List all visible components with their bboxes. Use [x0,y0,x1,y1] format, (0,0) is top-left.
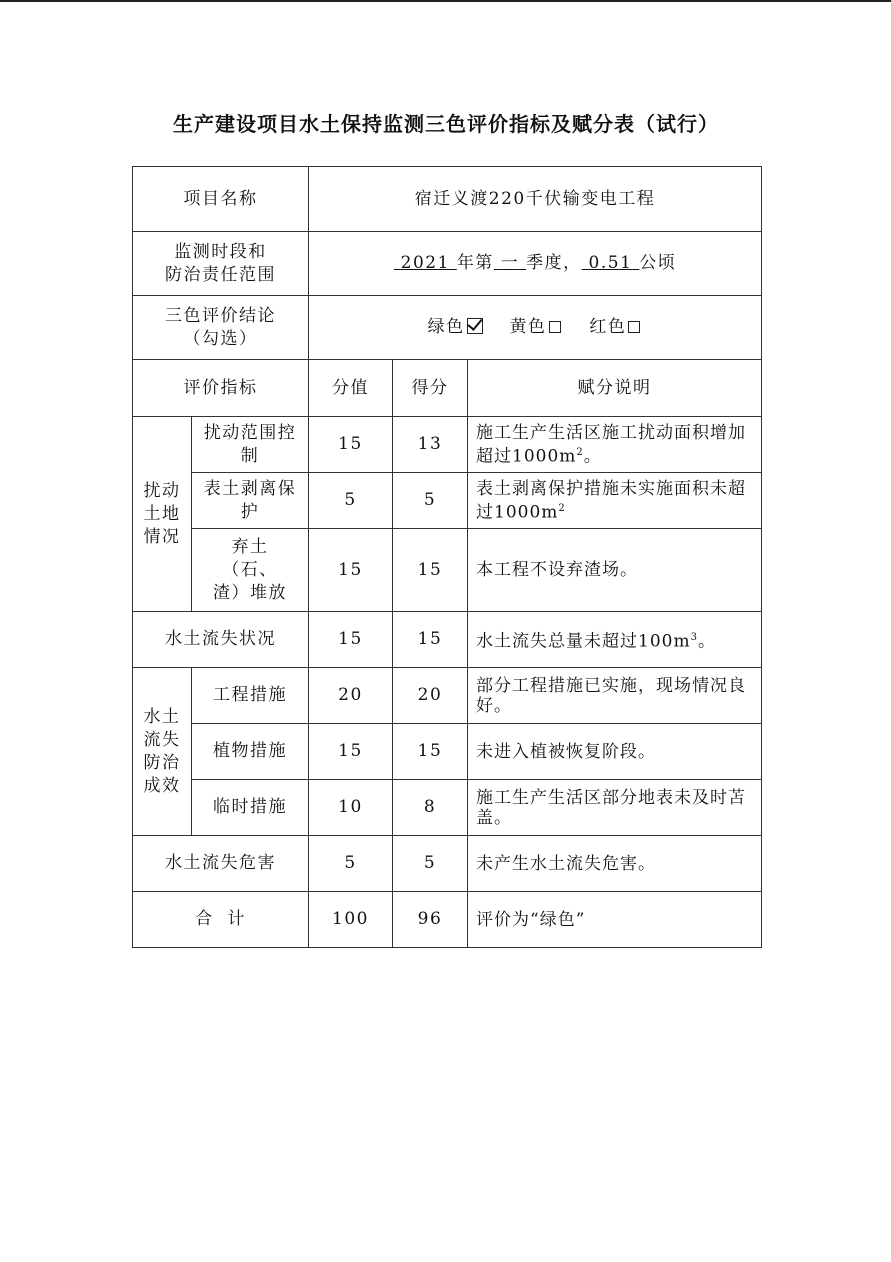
explanation: 水土流失总量未超过$100m^3$。 [468,612,762,668]
indicator-name: 水土流失危害 [133,836,309,892]
indicator-name: 水土流失状况 [133,612,309,668]
checked-checkbox-icon[interactable] [467,318,483,334]
table-row [133,473,762,529]
page-title: 生产建设项目水土保持监测三色评价指标及赋分表（试行） [173,112,719,136]
full-score: 15 [309,529,393,612]
project-row [133,167,762,232]
header-score: 得分 [393,360,468,417]
top-border-line [0,0,892,2]
period-label-line2: 防治责任范围 [165,264,276,285]
table-row [133,668,762,724]
header-indicator: 评价指标 [133,360,309,417]
indicator-name: 表土剥离保护 [192,473,309,529]
score: 5 [393,836,468,892]
group-disturbance: 扰动土地情况 [133,417,192,612]
score: 13 [393,417,468,473]
explanation: 施工生产生活区部分地表未及时苫盖。 [468,780,762,836]
period-label [133,232,309,296]
table-row [133,529,762,612]
score: 5 [393,473,468,529]
conclusion-options [309,296,762,360]
table-row [133,417,762,473]
indicator-name: 扰动范围控制 [192,417,309,473]
table-row [133,612,762,668]
indicator-name: 临时措施 [192,780,309,836]
score: 15 [393,724,468,780]
table-row [133,780,762,836]
total-label: 合 计 [133,892,309,948]
total-explanation: 评价为“绿色” [468,892,762,948]
unchecked-checkbox-icon[interactable] [628,321,640,333]
full-score: 20 [309,668,393,724]
full-score: 15 [309,612,393,668]
period-year: 2021 [400,253,450,273]
full-score: 15 [309,724,393,780]
explanation: 施工生产生活区施工扰动面积增加超过$1000m^2$。 [468,417,762,473]
explanation: 本工程不设弃渣场。 [468,529,762,612]
full-score: 15 [309,417,393,473]
total-row [133,892,762,948]
period-area-unit: 公顷 [639,253,677,273]
conclusion-row [133,296,762,360]
total-score: 96 [393,892,468,948]
header-full-score: 分值 [309,360,393,417]
header-explanation: 赋分说明 [468,360,762,417]
option-red[interactable]: 红色 [589,317,642,337]
score: 15 [393,529,468,612]
period-quarter-suffix: 季度， [526,253,582,273]
project-label: 项目名称 [133,167,309,232]
score: 20 [393,668,468,724]
period-value [309,232,762,296]
score: 8 [393,780,468,836]
score: 15 [393,612,468,668]
period-row [133,232,762,296]
conclusion-label [133,296,309,360]
total-full-score: 100 [309,892,393,948]
explanation: 未进入植被恢复阶段。 [468,724,762,780]
full-score: 10 [309,780,393,836]
full-score: 5 [309,836,393,892]
option-yellow[interactable]: 黄色 [510,317,563,337]
period-quarter: 一 [500,253,520,273]
period-label-line1: 监测时段和 [174,241,267,262]
explanation: 表土剥离保护措施未实施面积未超过$1000m^2$ [468,473,762,529]
indicator-name: 工程措施 [192,668,309,724]
table-row [133,724,762,780]
header-row [133,360,762,417]
explanation: 未产生水土流失危害。 [468,836,762,892]
full-score: 5 [309,473,393,529]
conclusion-label-line1: 三色评价结论 [165,305,276,326]
indicator-name: 植物措施 [192,724,309,780]
period-area: 0.51 [588,253,633,273]
group-control: 水土流失防治成效 [133,668,192,836]
table-row [133,836,762,892]
unchecked-checkbox-icon[interactable] [549,321,561,333]
project-name: 宿迁义渡220千伏输变电工程 [309,167,762,232]
option-green[interactable]: 绿色 [428,317,483,337]
period-year-suffix: 年第 [456,253,494,273]
conclusion-label-line2: （勾选） [183,328,258,349]
evaluation-table [132,166,762,948]
explanation: 部分工程措施已实施，现场情况良好。 [468,668,762,724]
indicator-name: 弃土 （石、 渣）堆放 [192,529,309,612]
